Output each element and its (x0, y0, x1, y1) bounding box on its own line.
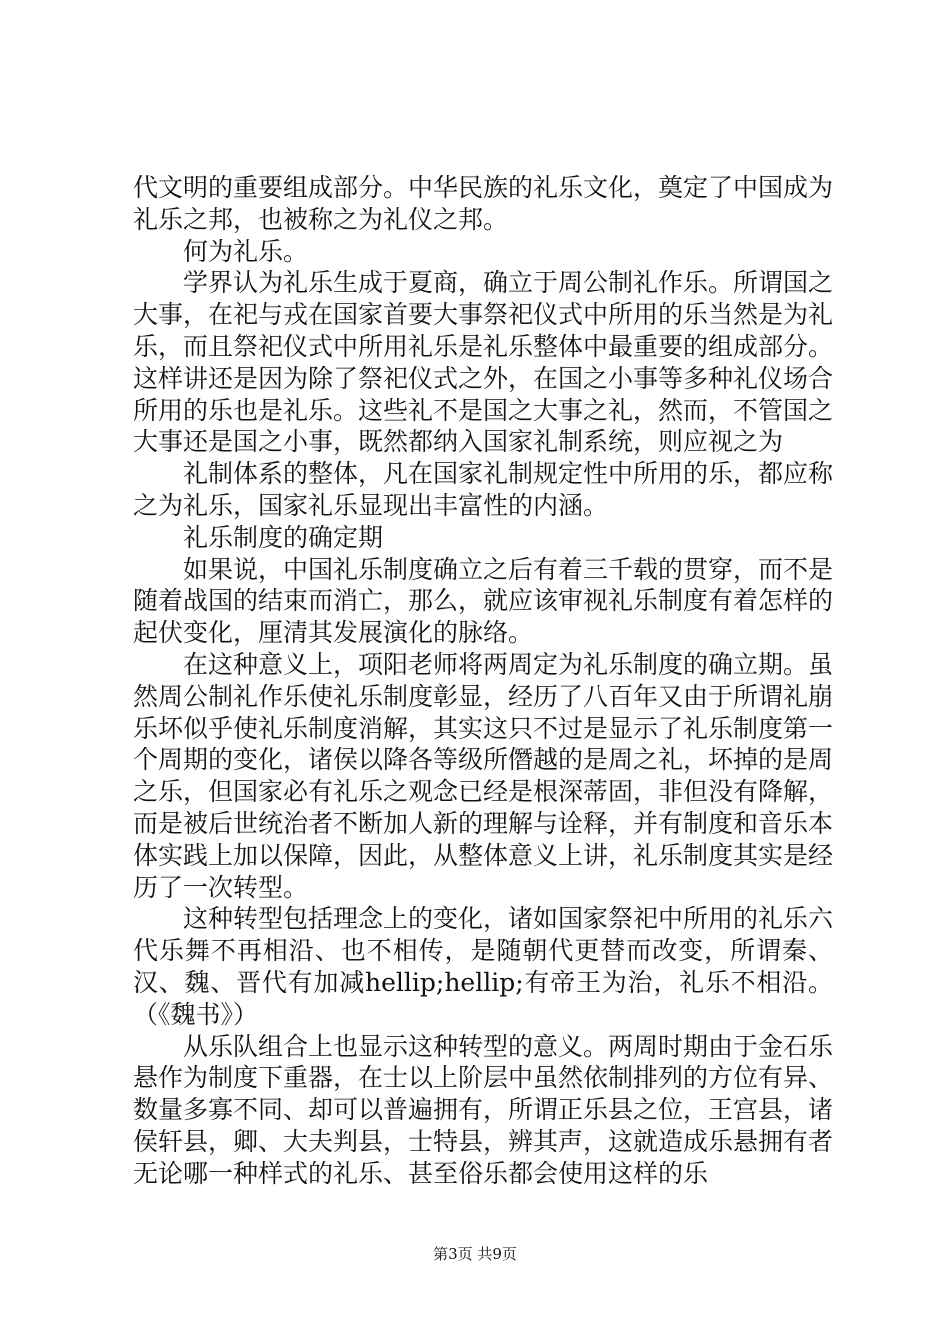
page-footer (0, 1243, 950, 1264)
paragraph-6: 如果说，中国礼乐制度确立之后有着三千载的贯穿，而不是随着战国的结束而消亡，那么，就应该审视礼乐制度有着怎样的起伏变化，厘清其发展演化的脉络。 (133, 554, 834, 648)
document-body (133, 172, 833, 1190)
section-heading: 礼乐制度的确定期 (183, 522, 384, 552)
paragraph-7: 在这种意义上，项阳老师将两周定为礼乐制度的确立期。虽然周公制礼作乐使礼乐制度彰显，经历了八百年又由于所谓礼崩乐坏似乎使礼乐制度消解，其实这只不过是显示了礼乐制度第一个周期的变化，诸侯以降各等级所僭越的是周之礼，坏掉的是周之乐，但国家必有礼乐之观念已经是根深蒂固，非但没有降解，而是被后世统治者不断加人新的理解与诠释，并有制度和音乐本体实践上加以保障，因此，从整体意义上讲，礼乐制度其实是经历了一次转型。 (133, 649, 834, 902)
paragraph-9: 从乐队组合上也显示这种转型的意义。两周时期由于金石乐悬作为制度下重器，在士以上阶层中虽然依制排列的方位有异、数量多寡不同、却可以普遍拥有，所谓正乐县之位，王宫县，诸侯轩县，卿、大夫判县，士特县，辨其声，这就造成乐悬拥有者无论哪一种样式的礼乐、甚至俗乐都会使用这样的乐 (133, 1031, 834, 1188)
page-number: 第3页 共9页 (433, 1245, 517, 1263)
paragraph-2: 何为礼乐。 (183, 236, 309, 266)
paragraph-3: 学界认为礼乐生成于夏商，确立于周公制礼作乐。所谓国之大事，在祀与戎在国家首要大事祭祀仪式中所用的乐当然是为礼乐，而且祭祀仪式中所用礼乐是礼乐整体中最重要的组成部分。这样讲还是因为除了祭祀仪式之外，在国之小事等多种礼仪场合所用的乐也是礼乐。这些礼不是国之大事之礼，然而，不管国之大事还是国之小事，既然都纳入国家礼制系统，则应视之为 (133, 268, 834, 457)
paragraph-8: 这种转型包括理念上的变化，诸如国家祭祀中所用的礼乐六代乐舞不再相沿、也不相传，是随朝代更替而改变，所谓秦、汉、魏、晋代有加减hellip;hellip;有帝王为治，礼乐不相沿。（《魏书》） (133, 904, 834, 1029)
paragraph-1: 代文明的重要组成部分。中华民族的礼乐文化，奠定了中国成为礼乐之邦，也被称之为礼仪之邦。 (133, 173, 834, 234)
paragraph-4: 礼制体系的整体，凡在国家礼制规定性中所用的乐，都应称之为礼乐，国家礼乐显现出丰富性的内涵。 (133, 459, 834, 520)
